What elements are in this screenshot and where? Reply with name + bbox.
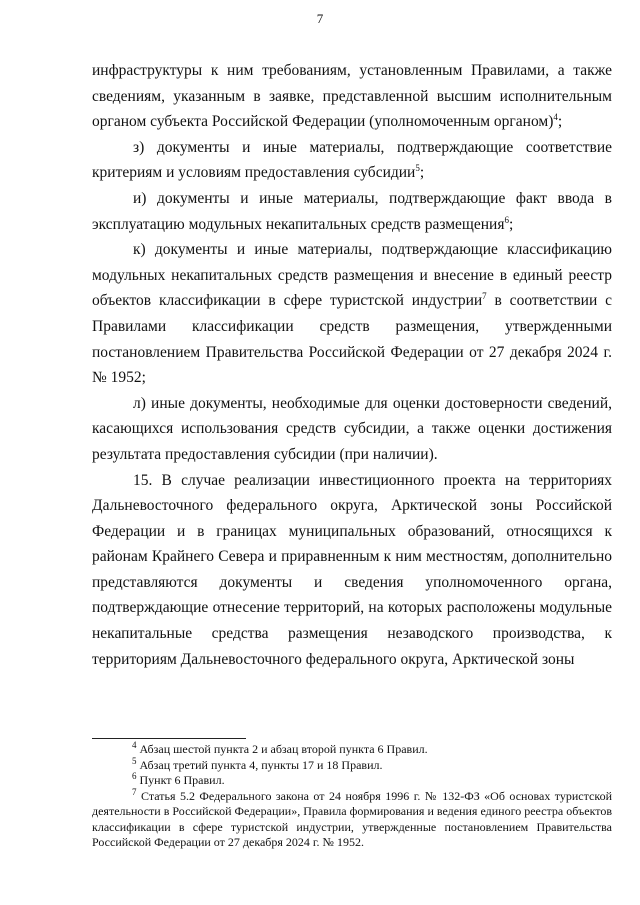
footnotes xyxy=(92,742,612,851)
paragraph-tail: ; xyxy=(508,215,514,233)
footnote xyxy=(92,786,612,851)
footnote-separator xyxy=(92,738,246,739)
paragraph-text: к) документы и иные материалы, подтверждающие классификацию модульных некапитальных средств размещения и внесение в единый реестр объектов классификации в сфере туристской индустрии xyxy=(92,241,612,310)
footnote-ref: 6 xyxy=(504,214,509,225)
footnote xyxy=(92,742,612,758)
footnote-text: Статья 5.2 Федерального закона от 24 ноября 1996 г. № 132-ФЗ «Об основах туристской деятельности в Российской Федерации», Правила формирования и ведения единого реестра объектов классификации в сфере туристской индустрии, утвержденные постановлением Правительства Российской Федерации от 27 декабря 2024 г. № 1952. xyxy=(92,788,612,849)
paragraph-text: инфраструктуры к ним требованиям, установленным Правилами, а также сведениям, указанным в заявке, представленной высшим исполнительным органом субъекта Российской Федерации (уполномоченным органом) xyxy=(92,62,612,131)
paragraph xyxy=(92,391,612,468)
paragraph-text: 15. В случае реализации инвестиционного проекта на территориях Дальневосточного федерального округа, Арктической зоны Российской Федерации и в границах муниципальных образований, относящихся к районам Крайнего Севера и приравненным к ним местностям, дополнительно представляются документы и сведения уполномоченного органа, подтверждающие отнесение территорий, на которых расположены модульные некапитальные средства размещения незаводского производства, к территориям Дальневосточного федерального округа, Арктической зоны xyxy=(92,471,612,668)
page-number: 7 xyxy=(316,11,324,26)
paragraph-tail: в соответствии с Правилами классификации средств размещения, утвержденными постановлением Правительства Российской Федерации от 27 декабря 2024 г. № 1952; xyxy=(92,292,612,387)
footnote-number: 5 xyxy=(132,755,137,766)
paragraph xyxy=(92,135,612,186)
paragraph xyxy=(92,237,612,391)
footnote-ref: 4 xyxy=(553,112,558,123)
paragraph xyxy=(92,468,612,673)
footnote-number: 6 xyxy=(132,771,137,781)
footnote xyxy=(92,773,612,789)
paragraph-tail: ; xyxy=(419,164,425,182)
paragraph-text: з) документы и иные материалы, подтверждающие соответствие критериям и условиям предоставления субсидии xyxy=(92,138,612,182)
footnote-ref: 7 xyxy=(482,291,487,302)
main-text xyxy=(92,58,612,672)
paragraph-text: и) документы и иные материалы, подтверждающие факт ввода в эксплуатацию модульных некапитальных средств размещения xyxy=(92,189,612,233)
footnote-text: Пункт 6 Правил. xyxy=(136,773,225,787)
footnote xyxy=(92,755,612,774)
paragraph-text: л) иные документы, необходимые для оценки достоверности сведений, касающихся использования средств субсидии, а также оценки достижения результата предоставления субсидии (при наличии). xyxy=(92,394,612,463)
footnote-text: Абзац шестой пункта 2 и абзац второй пункта 6 Правил. xyxy=(136,742,428,756)
footnote-number: 7 xyxy=(132,786,137,797)
footnote-number: 4 xyxy=(132,740,137,750)
paragraph xyxy=(92,186,612,237)
footnote-text: Абзац третий пункта 4, пункты 17 и 18 Правил. xyxy=(136,757,383,772)
paragraph-tail: ; xyxy=(557,113,563,131)
paragraph xyxy=(92,58,612,135)
footnote-ref: 5 xyxy=(415,163,420,174)
